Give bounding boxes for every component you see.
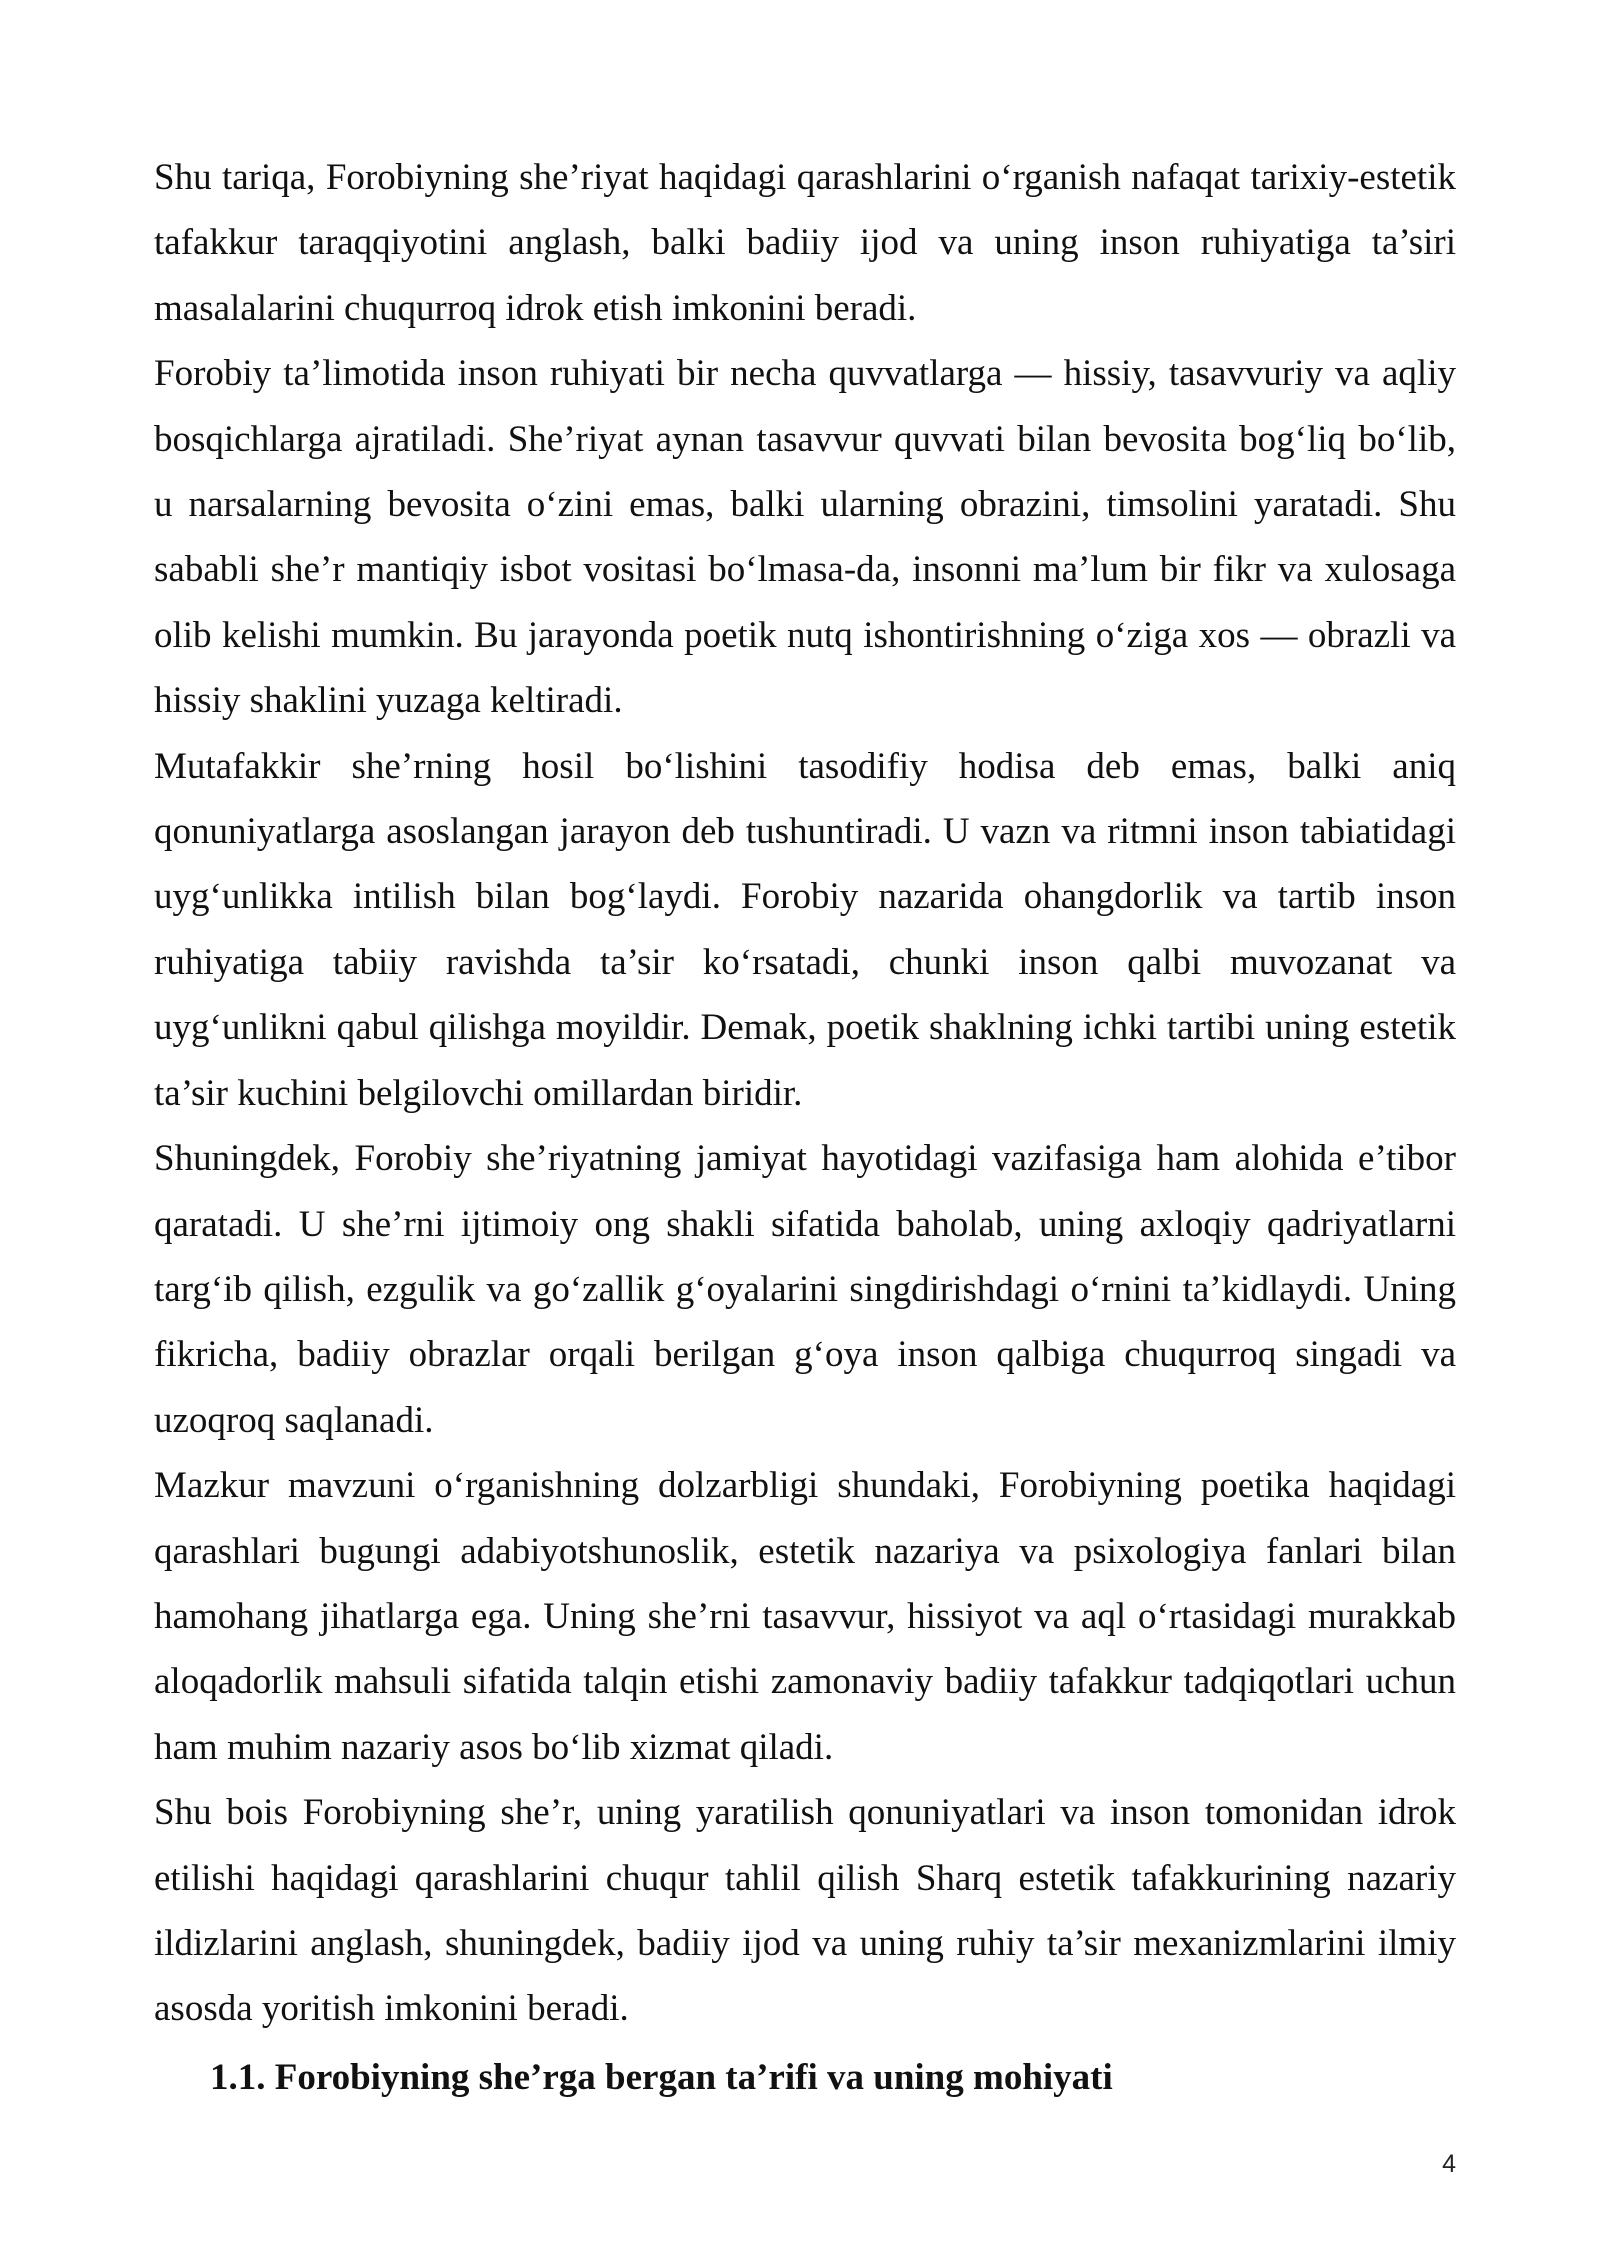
paragraph-4: Shuningdek, Forobiy she’riyatning jamiyat hayotidagi vazifasiga ham alohida e’tibor qaratadi. U she’rni ijtimoiy ong shakli sifatida baholab, uning axloqiy qadriyatlarni targ‘ib qilish, ezgulik va go‘zallik g‘oyalarini singdirishdagi o‘rnini ta’kidlaydi. Uning fikricha, badiiy obrazlar orqali berilgan g‘oya inson qalbiga chuqurroq singadi va uzoqroq saqlanadi. — [154, 1138, 1456, 1441]
paragraph-2: Forobiy ta’limotida inson ruhiyati bir necha quvvatlarga — hissiy, tasavvuriy va aqliy bosqichlarga ajratiladi. She’riyat aynan tasavvur quvvati bilan bevosita bog‘liq bo‘lib, u narsalarning bevosita o‘zini emas, balki ularning obrazini, timsolini yaratadi. Shu sababli she’r mantiqiy isbot vositasi bo‘lmasa-da, insonni ma’lum bir fikr va xulosaga olib kelishi mumkin. Bu jarayonda poetik nutq ishontirishning o‘ziga xos — obrazli va hissiy shaklini yuzaga keltiradi. — [154, 353, 1456, 722]
paragraph-1: Shu tariqa, Forobiyning she’riyat haqidagi qarashlarini o‘rganish nafaqat tarixiy-estetik tafakkur taraqqiyotini anglash, balki badiiy ijod va uning inson ruhiyatiga ta’siri masalalarini chuqurroq idrok etish imkonini beradi. — [154, 157, 1456, 329]
paragraph-5: Mazkur mavzuni o‘rganishning dolzarbligi shundaki, Forobiyning poetika haqidagi qarashlari bugungi adabiyotshunoslik, estetik nazariya va psixologiya fanlari bilan hamohang jihatlarga ega. Uning she’rni tasavvur, hissiyot va aql o‘rtasidagi murakkab aloqadorlik mahsuli sifatida talqin etishi zamonaviy badiiy tafakkur tadqiqotlari uchun ham muhim nazariy asos bo‘lib xizmat qiladi. — [154, 1465, 1456, 1768]
section-heading: 1.1. Forobiyning she’rga bergan ta’rifi va uning mohiyati — [210, 2056, 1113, 2098]
paragraph-6: Shu bois Forobiyning she’r, uning yaratilish qonuniyatlari va inson tomonidan idrok etilishi haqidagi qarashlarini chuqur tahlil qilish Sharq estetik tafakkurining nazariy ildizlarini anglash, shuningdek, badiiy ijod va uning ruhiy ta’sir mexanizmlarini ilmiy asosda yoritish imkonini beradi. — [154, 1792, 1456, 2030]
paragraph-3: Mutafakkir she’rning hosil bo‘lishini tasodifiy hodisa deb emas, balki aniq qonuniyatlarga asoslangan jarayon deb tushuntiradi. U vazn va ritmni inson tabiatidagi uyg‘unlikka intilish bilan bog‘laydi. Forobiy nazarida ohangdorlik va tartib inson ruhiyatiga tabiiy ravishda ta’sir ko‘rsatadi, chunki inson qalbi muvozanat va uyg‘unlikni qabul qilishga moyildir. Demak, poetik shaklning ichki tartibi uning estetik ta’sir kuchini belgilovchi omillardan biridir. — [154, 745, 1456, 1114]
page-content — [154, 145, 1456, 2114]
page-number: 4 — [1442, 2150, 1456, 2178]
